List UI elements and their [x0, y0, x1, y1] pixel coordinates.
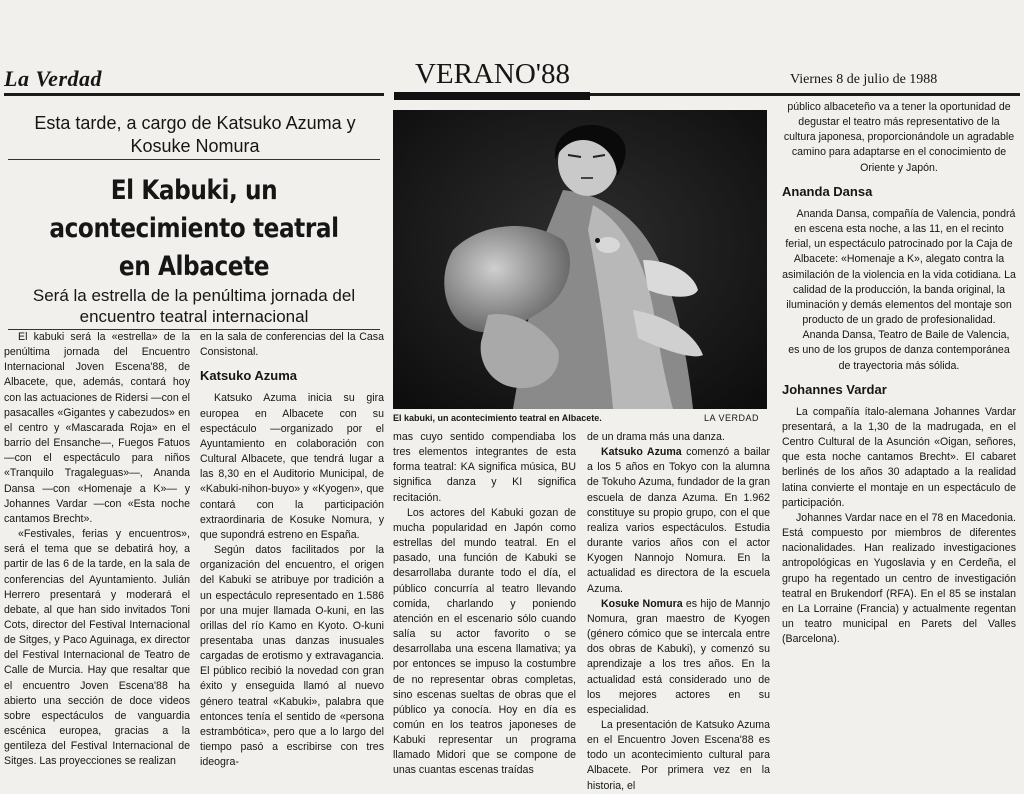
subheading-ananda-dansa: Ananda Dansa: [782, 183, 873, 199]
article-subhead: Será la estrella de la penúltima jornada del encuentro teatral internacional: [32, 286, 356, 326]
article-column-1: [4, 330, 190, 770]
paragraph: [587, 445, 770, 597]
name-katsuko-azuma: Katsuko Azuma: [601, 446, 682, 459]
masthead-rule-right: [590, 93, 1020, 96]
subheading-katsuko-azuma: Katsuko Azuma: [200, 368, 298, 384]
article-headline: El Kabuki, un acontecimiento teatral en Albacete: [49, 175, 339, 282]
article-column-3: [393, 430, 576, 779]
paragraph: Ananda Dansa, compañía de Valencia, pondrá en escena esta noche, a las 11, en el recinto ferial, un espectáculo patrocinado por la Caja de Albacete: «Homenaje a K», alegato contra la asimilación de la violencia en la vida cotidiana. La calidad de la producción, la banda original, la iluminación y demás elementos del montaje son producto de un grado de profesionalidad.: [782, 207, 1016, 327]
photo-speck: [595, 238, 600, 243]
paragraph: Johannes Vardar nace en el 78 en Macedonia. Está compuesto por miembros de diferentes nacionalidades. Han realizado investigaciones antropológicas en Yugoslavia y en Cerdeña, el grupo ha regentado un centro de investigación teatral en Brukendorf (RFA). En el 85 se instalan en La Lorraine (Francia) y actualmente regentan un teatro municipal en Parets del Valles (Barcelona).: [782, 511, 1016, 646]
paragraph: La compañía ítalo-alemana Johannes Vardar presentará, a la 1,30 de la madrugada, en el Centro Cultural de la Asunción «Oigan, señores, que esta noche cantamos Brecht». El cabaret berlinés de los años 30 adaptado a la realidad latina convierte el montaje en un espectáculo de participación.: [782, 405, 1016, 509]
photo-credit: LA VERDAD: [703, 413, 759, 423]
paragraph: Los actores del Kabuki gozan de mucha popularidad en Japón como estrellas del mundo teatral. En el pasado, una función de Kabuki se desarrollaba durante todo el día, el público concurría al teatro llevando comida, charlando y poniendo atención en el escenario sólo cuando salía su actor favorito o se desarrollaba una escena llamativa; ya por entonces se impuso la costumbre de no representar obras completas, sino escenas sueltas de obras que el público ya conocía. Hoy en día es común en los teatros japoneses de Kabuki representar un programa llamado Midori que se compone de unas cuantas escenas traídas: [393, 506, 576, 777]
name-kosuke-nomura: Kosuke Nomura: [601, 597, 683, 610]
paragraph: El kabuki será la «estrella» de la penúltima jornada del Encuentro Internacional Joven Escena'88, de Albacete, que, además, contará hoy con las actuaciones de Ridersi —con el pasacalles «Gigantes y cabezudos» en el centro y «Mascarada Roja» en el barrio del Ensanche—, Fuegos Fatuos —con el espectáculo para niños «Tranquilo Tragaleguas»—, Ananda Dansa —con «Homenaje a K»— y Johannes Vardar —con «Esta noche cantamos Brecht».: [4, 331, 190, 525]
paragraph: Según datos facilitados por la organización del encuentro, el origen del Kabuki se atribuye por tradición a un espectáculo representado en 1.586 por una mujer llamada O-kuni, en las orillas del río Kamo en Kyoto. O-kuni presentaba unas danzas inusuales cargadas de erotismo y extravagancia. El público recibió la novedad con gran éxito y enseguida llamó al nuevo género teatral «Kabuki», palabra que entonces tenía el sentido de «persona estrambótica», pero que a lo largo del tiempo pasó a escribirse con tres ideogra-: [200, 544, 384, 769]
subheading-johannes-vardar: Johannes Vardar: [782, 381, 887, 397]
photo-illustration: [393, 110, 767, 409]
paragraph-text: es hijo de Mannjo Nomura, gran maestro de Kyogen (género cómico que se intercala entre dos obras de Kabuki), y comenzó su aprendizaje a los tres años. En la actualidad está considerado uno de los mejores actores en su especialidad.: [587, 597, 770, 716]
masthead-rule-left: [4, 93, 384, 96]
paragraph: [587, 597, 770, 718]
paragraph: Ananda Dansa, Teatro de Baile de Valencia, es uno de los grupos de danza contemporánea de trayectoria más sólida.: [788, 329, 1010, 372]
section-underline: [394, 92, 590, 100]
article-kicker: Esta tarde, a cargo de Katsuko Azuma y Kosuke Nomura: [34, 113, 356, 156]
photo-caption-row: [393, 413, 767, 423]
paragraph: público albaceteño va a tener la oportunidad de degustar el teatro más representativo de la cultura japonesa, proporcionándole un agradable camino para adaptarse en el conocimiento de Oriente y Japón.: [783, 101, 1015, 174]
paragraph: La presentación de Katsuko Azuma en el Encuentro Joven Escena'88 es todo un acontecimiento cultural para Albacete. Por primera vez en la historia, el: [587, 718, 770, 792]
issue-date: Viernes 8 de julio de 1988: [790, 72, 938, 87]
article-column-4: [587, 430, 770, 794]
paragraph: en la sala de conferencias del la Casa Consistonal.: [200, 331, 384, 359]
paragraph: Katsuko Azuma inicia su gira europea en Albacete con su espectáculo —organizado por el Ayuntamiento en colaboración con Cultural Albacete, que tendrá lugar a las 8,30 en el Auditorio Municipal, de «Kabuki-nihon-buyo» y «Kyogen», que contará con la participación extraordinaria de Kosuke Nomura, y que supondrá estreno en España.: [200, 392, 384, 541]
kicker-rule: [8, 159, 380, 160]
paragraph: mas cuyo sentido compendiaba los tres elementos integrantes de esta forma teatral: KA significa música, BU significa danza y KI significa recitación.: [393, 431, 576, 504]
paragraph-text: comenzó a bailar a los 5 años en Tokyo con la alumna de Tokuho Azuma, fundador de la gran escuela de danza Azuma. En 1.962 constituye su propio grupo, con el que realiza varios espectáculos. Estudia durante varios años con el actor Kyogen Nannojo Nomura. En la actualidad es directora de la escuela Azuma.: [587, 446, 770, 595]
paragraph: de un drama más una danza.: [587, 431, 725, 443]
newspaper-logo: La Verdad: [4, 66, 102, 91]
kabuki-dancer-photo: [393, 110, 767, 409]
photo-caption: El kabuki, un acontecimiento teatral en Albacete.: [393, 413, 602, 423]
paragraph: «Festivales, ferias y encuentros», será el tema que se debatirá hoy, a partir de las 6 de la tarde, en la sala de conferencias del Ayuntamiento. Julián Herrero presentará y moderará el debate, al que han sido invitados Toni Cots, director del Festival Internacional de Sitges, y Paco Aguinaga, ex director del Festival Internacional de Teatro de Calle de Murcia. Hay que resaltar que el encuentro Joven Escena'88 ha abierto una sección de doce videos sobre espectáculos de vanguardia escénica europea, gracias a la gentileza del Festival Internacional de Sitges. Las proyecciones se realizan: [4, 528, 190, 768]
article-column-2: [200, 330, 384, 770]
article-column-5: [782, 100, 1016, 647]
section-title: VERANO'88: [414, 58, 571, 90]
